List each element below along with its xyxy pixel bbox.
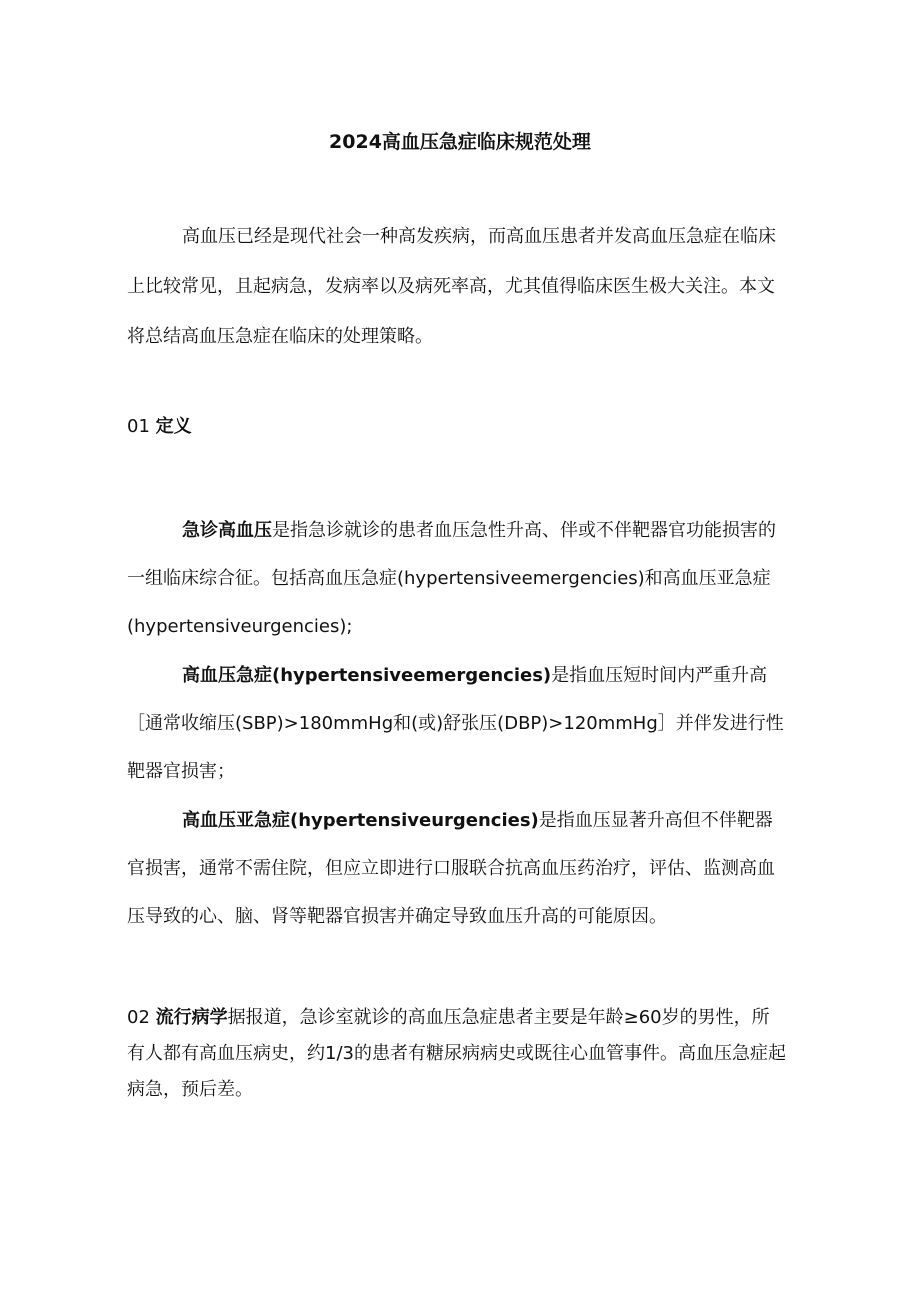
epidemiology-text: 据报道，急诊室就诊的高血压急症患者主要是年龄≥60岁的男性，所有人都有高血压病史，约1/3的患者有糖尿病病史或既往心血管事件。高血压急症起病急，预后差。 (127, 1007, 786, 1100)
definition-hypertensive-emergency (127, 652, 787, 796)
definition-hypertensive-urgency (127, 797, 787, 941)
intro-paragraph: 高血压已经是现代社会一种高发疾病，而高血压患者并发高血压急症在临床上比较常见，且起病急，发病率以及病死率高，尤其值得临床医生极大关注。本文将总结高血压急症在临床的处理策略。 (127, 226, 776, 347)
section-heading-definition (127, 412, 787, 442)
definition-urgent-hypertension (127, 507, 787, 651)
term-urgent-hypertension: 急诊高血压 (182, 520, 272, 541)
section-title: 定义 (155, 416, 192, 437)
epidemiology-paragraph (127, 1000, 787, 1108)
term-hypertensive-urgency: 高血压亚急症(hypertensiveurgencies) (182, 810, 539, 831)
definition-text: 是指急诊就诊的患者血压急性升高、伴或不伴靶器官功能损害的一组临床综合征。包括高血压急症(hypertensiveemergencies)和高血压亚急症(hypertensiveurgencies); (127, 520, 776, 637)
section-number: 02 (127, 1007, 156, 1028)
definition-text: 是指血压短时间内严重升高［通常收缩压(SBP)>180mmHg和(或)舒张压(DBP)>120mmHg］并伴发进行性靶器官损害； (127, 665, 784, 782)
term-hypertensive-emergency: 高血压急症(hypertensiveemergencies) (182, 665, 552, 686)
document-title: 2024高血压急症临床规范处理 (329, 131, 591, 153)
definition-text: 是指血压显著升高但不伴靶器官损害，通常不需住院，但应立即进行口服联合抗高血压药治疗，评估、监测高血压导致的心、脑、肾等靶器官损害并确定导致血压升高的可能原因。 (127, 810, 775, 927)
section-title-epidemiology: 流行病学 (155, 1007, 228, 1028)
section-number: 01 (127, 416, 150, 437)
